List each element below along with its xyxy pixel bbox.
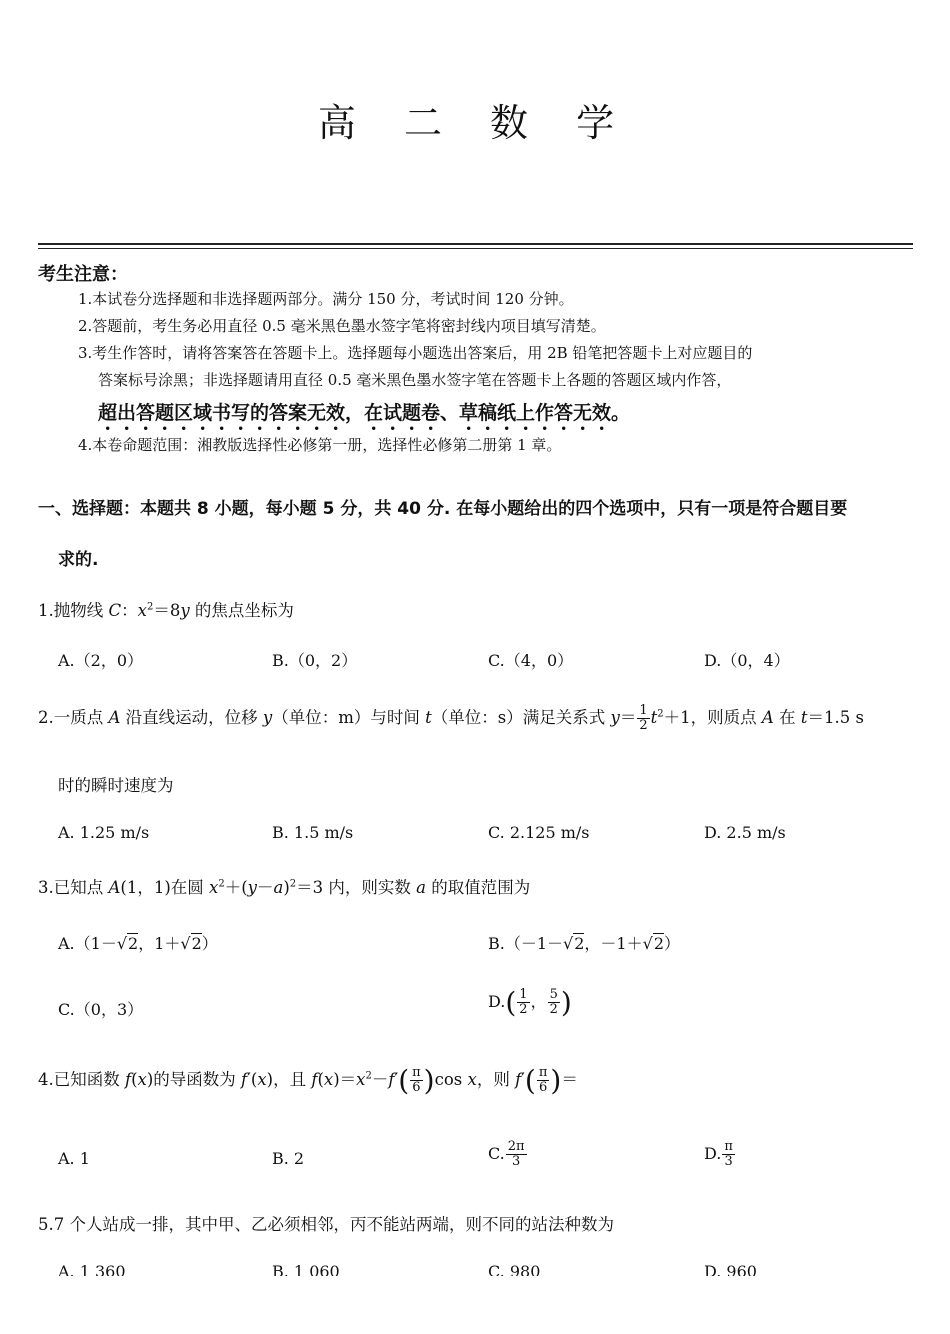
- divider: [38, 248, 913, 249]
- option-b: B.（0，2）: [272, 651, 358, 670]
- question-2: 2.一质点 A 沿直线运动，位移 y（单位：m）与时间 t（单位：s）满足关系式 y＝ $\frac{1}{2}$ $t^2+1$，则质点 A 在 t＝1.5 s: [38, 703, 864, 733]
- question-5: 5.7 个人站成一排，其中甲、乙必须相邻，丙不能站两端，则不同的站法种数为: [38, 1215, 614, 1234]
- option-a: A.（1－√2，1＋√2）: [58, 934, 218, 953]
- question-2-cont: 时的瞬时速度为: [58, 776, 174, 795]
- question-1: 1.抛物线 C：$x^2=8y$ 的焦点坐标为: [38, 601, 294, 620]
- option-b: B.（－1－√2，－1＋√2）: [488, 934, 681, 953]
- option-d: D. $\frac{\pi}{3}$: [704, 1139, 733, 1169]
- cropped-options-row: [0, 1258, 950, 1276]
- option-d: D.（0，4）: [704, 651, 790, 670]
- notice-item: 3.考生作答时，请将答案答在答题卡上。选择题每小题选出答案后，用 2B 铅笔把答题卡上对应题目的: [78, 344, 753, 362]
- option-b: B. 2: [272, 1149, 305, 1168]
- question-4: 4.已知函数 f(x)的导函数为 f′(x)，且 $f(x)=x^2-f'$( $\frac{\pi}{6}$ )cos x，则 f′( $\frac{\pi}{6}$ )＝: [38, 1064, 578, 1097]
- page-title: 高 二 数 学: [317, 101, 633, 145]
- option-a: A. 1 360: [58, 1262, 126, 1276]
- option-d: D.( $\frac{1}{2}$ ， $\frac{5}{2}$ ): [488, 986, 572, 1019]
- option-c: C. 980: [488, 1262, 541, 1276]
- option-c: C. 2.125 m/s: [488, 823, 590, 842]
- option-d: D. 2.5 m/s: [704, 823, 786, 842]
- option-b: B. 1.5 m/s: [272, 823, 354, 842]
- option-a: A. 1: [58, 1149, 90, 1168]
- option-a: A.（2，0）: [58, 651, 144, 670]
- notice-heading: 考生注意：: [38, 264, 128, 285]
- notice-item: 2.答题前，考生务必用直径 0.5 毫米黑色墨水签字笔将密封线内项目填写清楚。: [78, 317, 606, 335]
- option-c: C. $\frac{2\pi}{3}$: [488, 1139, 525, 1169]
- option-b: B. 1 060: [272, 1262, 340, 1276]
- option-a: A. 1.25 m/s: [58, 823, 150, 842]
- question-3: 3.已知点 A(1，1)在圆 $x^2+(y-a)^2=3$ 内，则实数 a 的取值范围为: [38, 878, 531, 897]
- notice-item: 1.本试卷分选择题和非选择题两部分。满分 150 分，考试时间 120 分钟。: [78, 290, 574, 308]
- option-c: C.（4，0）: [488, 651, 574, 670]
- divider: [38, 243, 913, 245]
- notice-item: 答案标号涂黑；非选择题请用直径 0.5 毫米黑色墨水签字笔在答题卡上各题的答题区域内作答，: [98, 371, 732, 389]
- option-c: C.（0，3）: [58, 1000, 144, 1019]
- notice-emphasis: 超出答题区域书写的答案无效，在试题卷、草稿纸上作答无效。: [98, 402, 631, 424]
- option-d: D. 960: [704, 1262, 757, 1276]
- section-heading: 一、选择题：本题共 8 小题，每小题 5 分，共 40 分. 在每小题给出的四个选项中，只有一项是符合题目要: [38, 499, 848, 519]
- section-heading-cont: 求的.: [58, 550, 99, 570]
- notice-item: 4.本卷命题范围：湘教版选择性必修第一册，选择性必修第二册第 1 章。: [78, 436, 562, 454]
